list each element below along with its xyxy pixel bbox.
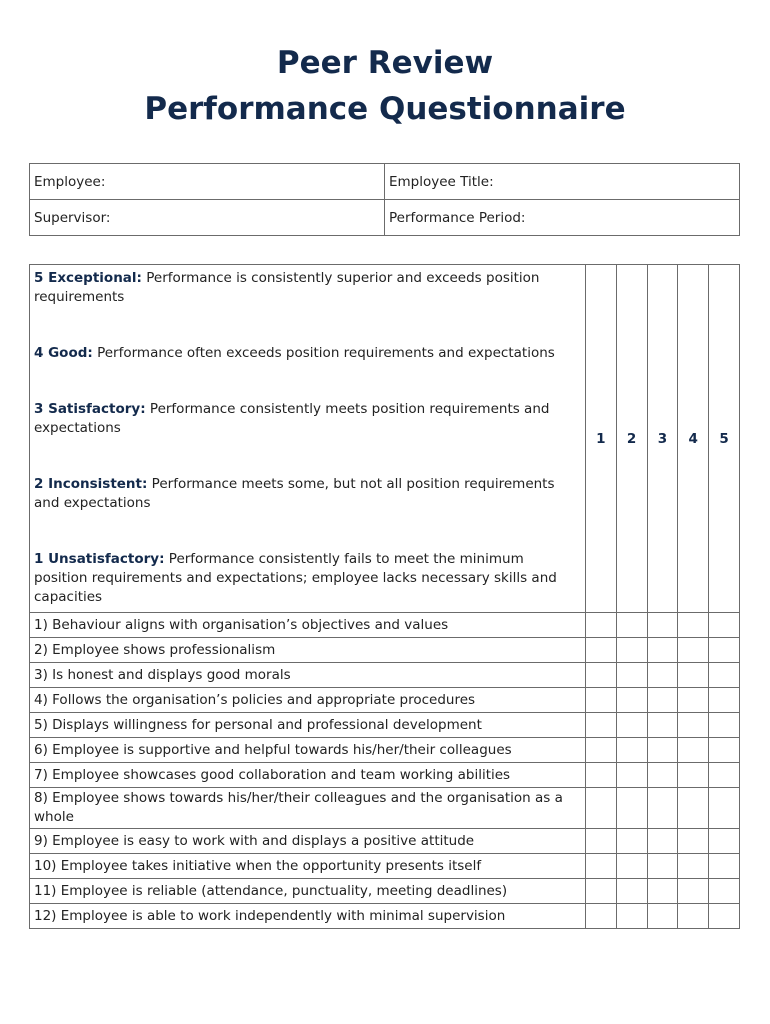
question-row: [30, 788, 740, 829]
score-cell-5[interactable]: [709, 688, 740, 713]
score-cell-5[interactable]: [709, 638, 740, 663]
score-cell-5[interactable]: [709, 613, 740, 638]
legend-item-1: 1 Unsatisfactory: Performance consistently fails to meet the minimum position requirements and expectations; employee lacks necessary skills and capacities: [34, 551, 557, 605]
score-cell-5[interactable]: [709, 663, 740, 688]
question-row: [30, 829, 740, 854]
supervisor-field[interactable]: Supervisor:: [30, 200, 385, 236]
score-cell-5[interactable]: [709, 738, 740, 763]
score-cell-4[interactable]: [678, 829, 709, 854]
score-cell-3[interactable]: [647, 688, 678, 713]
score-cell-4[interactable]: [678, 763, 709, 788]
score-cell-1[interactable]: [585, 713, 616, 738]
score-cell-1[interactable]: [585, 829, 616, 854]
score-header-5: 5: [709, 265, 740, 613]
score-cell-4[interactable]: [678, 713, 709, 738]
question-row: [30, 854, 740, 879]
legend-item-2: 2 Inconsistent: Performance meets some, but not all position requirements and expectations: [34, 476, 555, 511]
score-cell-1[interactable]: [585, 879, 616, 904]
score-cell-2[interactable]: [616, 763, 647, 788]
question-row: [30, 688, 740, 713]
score-cell-4[interactable]: [678, 638, 709, 663]
score-cell-1[interactable]: [585, 904, 616, 929]
score-cell-5[interactable]: [709, 904, 740, 929]
question-row: [30, 638, 740, 663]
score-cell-2[interactable]: [616, 688, 647, 713]
question-text: 9) Employee is easy to work with and displays a positive attitude: [30, 829, 586, 854]
question-row: [30, 713, 740, 738]
question-text: 1) Behaviour aligns with organisation’s objectives and values: [30, 613, 586, 638]
question-row: [30, 613, 740, 638]
score-cell-2[interactable]: [616, 788, 647, 829]
score-cell-2[interactable]: [616, 879, 647, 904]
score-cell-3[interactable]: [647, 763, 678, 788]
question-text: 4) Follows the organisation’s policies and appropriate procedures: [30, 688, 586, 713]
question-text: 12) Employee is able to work independently with minimal supervision: [30, 904, 586, 929]
employee-field[interactable]: Employee:: [30, 164, 385, 200]
question-text: 6) Employee is supportive and helpful towards his/her/their colleagues: [30, 738, 586, 763]
performance-period-field[interactable]: Performance Period:: [385, 200, 740, 236]
score-cell-1[interactable]: [585, 613, 616, 638]
score-cell-2[interactable]: [616, 904, 647, 929]
score-cell-3[interactable]: [647, 713, 678, 738]
legend-item-4: 4 Good: Performance often exceeds position requirements and expectations: [34, 345, 555, 361]
employee-info-table: [29, 163, 740, 236]
score-cell-1[interactable]: [585, 638, 616, 663]
score-header-3: 3: [647, 265, 678, 613]
score-cell-4[interactable]: [678, 688, 709, 713]
score-cell-3[interactable]: [647, 829, 678, 854]
question-row: [30, 904, 740, 929]
rating-legend: [30, 265, 586, 613]
question-text: 2) Employee shows professionalism: [30, 638, 586, 663]
score-cell-1[interactable]: [585, 763, 616, 788]
score-cell-3[interactable]: [647, 788, 678, 829]
score-cell-2[interactable]: [616, 713, 647, 738]
score-cell-1[interactable]: [585, 663, 616, 688]
question-row: [30, 663, 740, 688]
score-cell-5[interactable]: [709, 713, 740, 738]
score-header-2: 2: [616, 265, 647, 613]
score-header-4: 4: [678, 265, 709, 613]
score-cell-4[interactable]: [678, 613, 709, 638]
employee-title-field[interactable]: Employee Title:: [385, 164, 740, 200]
question-text: 5) Displays willingness for personal and professional development: [30, 713, 586, 738]
score-cell-4[interactable]: [678, 663, 709, 688]
legend-item-5: 5 Exceptional: Performance is consistently superior and exceeds position requirements: [34, 270, 540, 305]
question-text: 7) Employee showcases good collaboration and team working abilities: [30, 763, 586, 788]
score-cell-1[interactable]: [585, 854, 616, 879]
score-cell-4[interactable]: [678, 854, 709, 879]
score-cell-1[interactable]: [585, 688, 616, 713]
legend-row: [30, 265, 740, 613]
page-title: [0, 40, 770, 132]
score-cell-2[interactable]: [616, 854, 647, 879]
title-line-2: Performance Questionnaire: [144, 91, 626, 127]
score-cell-3[interactable]: [647, 879, 678, 904]
question-text: 8) Employee shows towards his/her/their colleagues and the organisation as a whole: [30, 788, 586, 829]
score-cell-5[interactable]: [709, 879, 740, 904]
score-header-1: 1: [585, 265, 616, 613]
title-line-1: Peer Review: [276, 45, 494, 81]
score-cell-1[interactable]: [585, 738, 616, 763]
legend-item-3: 3 Satisfactory: Performance consistently meets position requirements and expectations: [34, 401, 550, 436]
questionnaire-table: [29, 264, 740, 929]
score-cell-3[interactable]: [647, 854, 678, 879]
score-cell-3[interactable]: [647, 663, 678, 688]
score-cell-2[interactable]: [616, 738, 647, 763]
score-cell-2[interactable]: [616, 638, 647, 663]
score-cell-4[interactable]: [678, 904, 709, 929]
score-cell-3[interactable]: [647, 738, 678, 763]
question-text: 3) Is honest and displays good morals: [30, 663, 586, 688]
question-row: [30, 738, 740, 763]
question-row: [30, 879, 740, 904]
score-cell-2[interactable]: [616, 613, 647, 638]
score-cell-4[interactable]: [678, 738, 709, 763]
score-cell-5[interactable]: [709, 854, 740, 879]
score-cell-3[interactable]: [647, 613, 678, 638]
question-row: [30, 763, 740, 788]
score-cell-2[interactable]: [616, 829, 647, 854]
score-cell-4[interactable]: [678, 788, 709, 829]
score-cell-5[interactable]: [709, 829, 740, 854]
score-cell-5[interactable]: [709, 788, 740, 829]
score-cell-2[interactable]: [616, 663, 647, 688]
question-text: 11) Employee is reliable (attendance, punctuality, meeting deadlines): [30, 879, 586, 904]
score-cell-4[interactable]: [678, 879, 709, 904]
score-cell-1[interactable]: [585, 788, 616, 829]
score-cell-3[interactable]: [647, 638, 678, 663]
score-cell-3[interactable]: [647, 904, 678, 929]
score-cell-5[interactable]: [709, 763, 740, 788]
question-text: 10) Employee takes initiative when the opportunity presents itself: [30, 854, 586, 879]
